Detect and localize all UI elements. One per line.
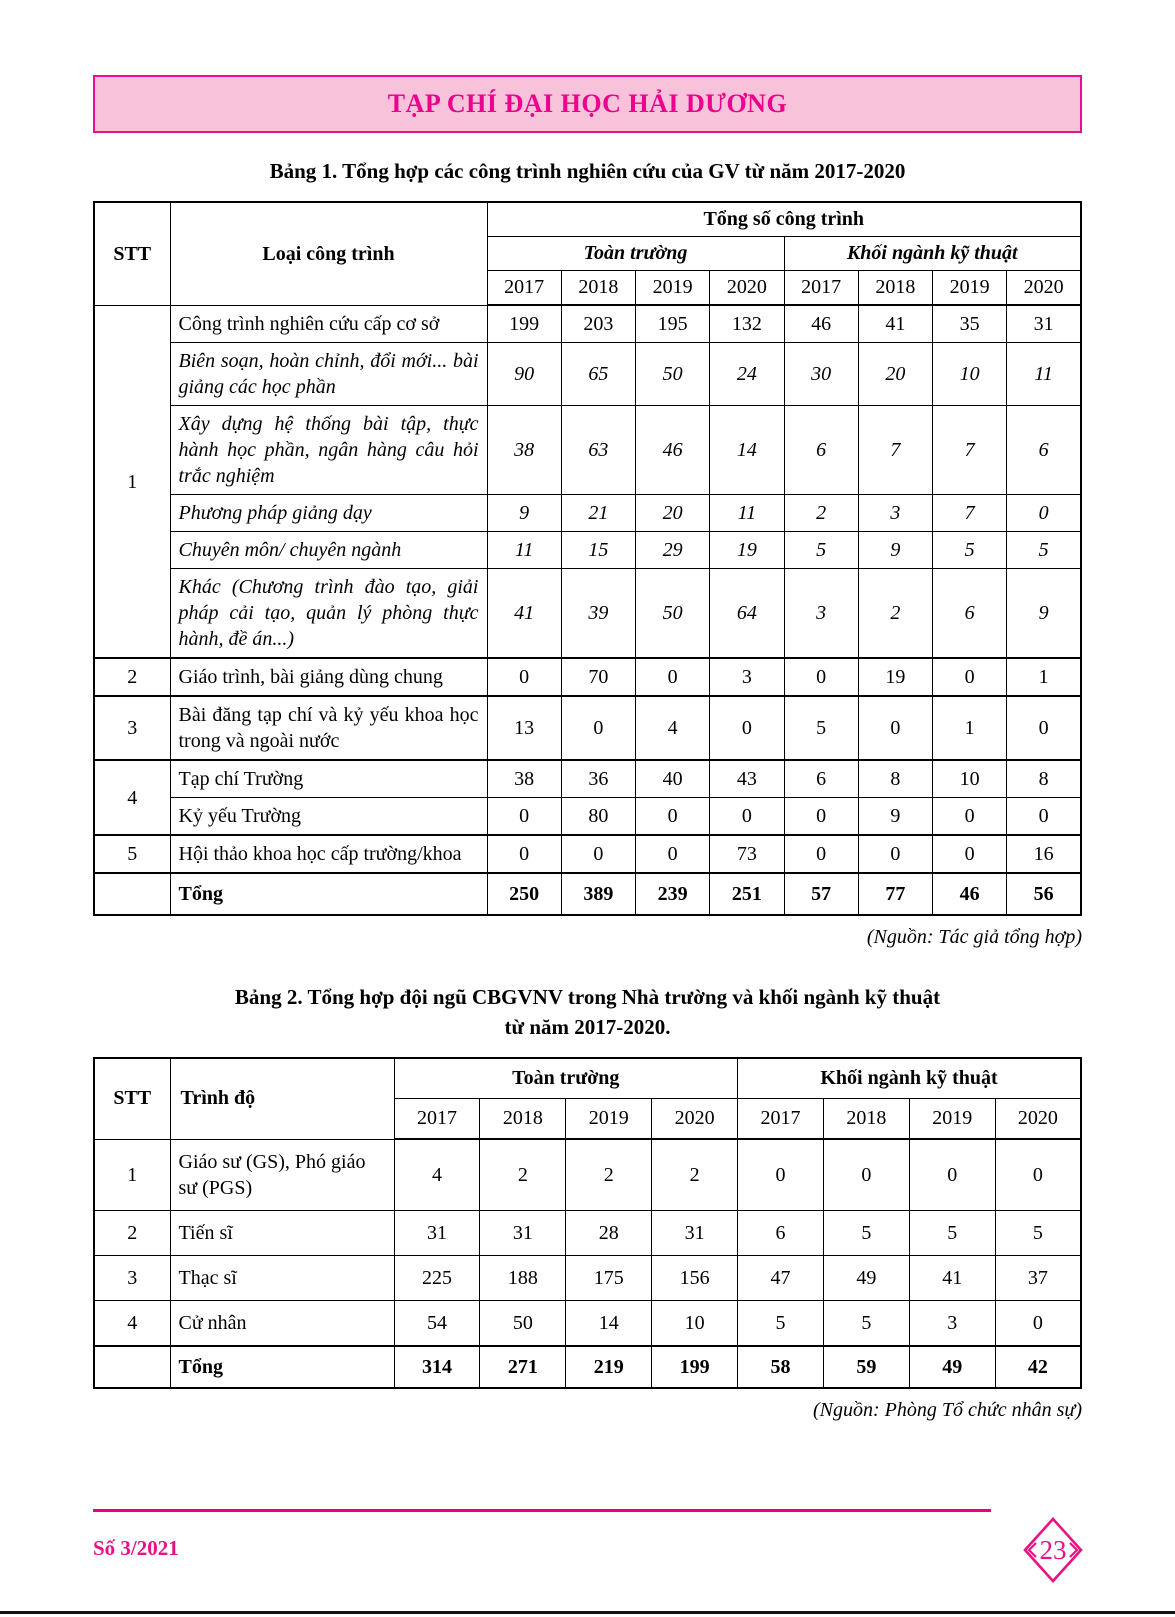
value-cell: 38 <box>487 760 561 798</box>
page-bottom-edge <box>0 1611 1175 1614</box>
value-cell: 30 <box>784 343 858 406</box>
value-cell: 0 <box>784 798 858 836</box>
value-cell: 1 <box>933 696 1007 760</box>
value-cell: 50 <box>636 343 710 406</box>
stt-cell <box>94 1346 170 1388</box>
value-cell: 8 <box>1007 760 1081 798</box>
year-header: 2019 <box>933 271 1007 306</box>
table2-title <box>93 983 1082 1042</box>
table1-header-stt: STT <box>94 202 170 305</box>
value-cell: 8 <box>858 760 932 798</box>
value-cell: 0 <box>636 835 710 873</box>
row-label: Bài đăng tạp chí và kỷ yếu khoa học trong và ngoài nước <box>170 696 487 760</box>
row-label: Khác (Chương trình đào tạo, giải pháp cải tạo, quản lý phòng thực hành, đề án...) <box>170 569 487 659</box>
table-row <box>94 1139 1081 1210</box>
value-cell: 2 <box>784 495 858 532</box>
value-cell: 46 <box>636 406 710 495</box>
table-row <box>94 343 1081 406</box>
table1-header-total: Tổng số công trình <box>487 202 1081 237</box>
table-row <box>94 696 1081 760</box>
year-header: 2020 <box>1007 271 1081 306</box>
value-cell: 0 <box>784 658 858 696</box>
value-cell: 14 <box>566 1300 652 1346</box>
table2-title-line1: Bảng 2. Tổng hợp đội ngũ CBGVNV trong Nhà trường và khối ngành kỹ thuật <box>234 985 941 1010</box>
value-cell: 14 <box>710 406 784 495</box>
value-cell: 42 <box>995 1346 1081 1388</box>
value-cell: 19 <box>858 658 932 696</box>
year-header: 2017 <box>784 271 858 306</box>
value-cell: 199 <box>652 1346 738 1388</box>
value-cell: 20 <box>636 495 710 532</box>
value-cell: 10 <box>933 343 1007 406</box>
table-row <box>94 873 1081 915</box>
value-cell: 2 <box>652 1139 738 1210</box>
value-cell: 36 <box>561 760 635 798</box>
value-cell: 5 <box>784 696 858 760</box>
stt-cell: 3 <box>94 696 170 760</box>
value-cell: 0 <box>995 1139 1081 1210</box>
value-cell: 77 <box>858 873 932 915</box>
value-cell: 31 <box>1007 305 1081 343</box>
value-cell: 0 <box>1007 798 1081 836</box>
table2-source: (Nguồn: Phòng Tổ chức nhân sự) <box>812 1398 1082 1421</box>
table1-source: (Nguồn: Tác giả tổng hợp) <box>866 926 1082 949</box>
row-label: Phương pháp giảng dạy <box>170 495 487 532</box>
value-cell: 188 <box>480 1255 566 1300</box>
row-label: Biên soạn, hoàn chỉnh, đổi mới... bài giảng các học phần <box>170 343 487 406</box>
value-cell: 58 <box>738 1346 824 1388</box>
value-cell: 271 <box>480 1346 566 1388</box>
value-cell: 4 <box>394 1139 480 1210</box>
table2-staff <box>93 1057 1082 1389</box>
value-cell: 54 <box>394 1300 480 1346</box>
value-cell: 239 <box>636 873 710 915</box>
value-cell: 5 <box>823 1210 909 1255</box>
row-label: Tổng <box>170 873 487 915</box>
value-cell: 31 <box>652 1210 738 1255</box>
value-cell: 70 <box>561 658 635 696</box>
table-row <box>94 1210 1081 1255</box>
year-header: 2017 <box>394 1099 480 1140</box>
value-cell: 16 <box>1007 835 1081 873</box>
value-cell: 37 <box>995 1255 1081 1300</box>
value-cell: 0 <box>487 798 561 836</box>
value-cell: 219 <box>566 1346 652 1388</box>
value-cell: 1 <box>1007 658 1081 696</box>
value-cell: 10 <box>933 760 1007 798</box>
issue-label: Số 3/2021 <box>93 1536 179 1560</box>
value-cell: 50 <box>480 1300 566 1346</box>
value-cell: 0 <box>487 835 561 873</box>
table2-header-row-1 <box>94 1058 1081 1099</box>
table1-research-works <box>93 201 1082 916</box>
value-cell: 6 <box>933 569 1007 659</box>
value-cell: 5 <box>1007 532 1081 569</box>
value-cell: 6 <box>1007 406 1081 495</box>
row-label: Công trình nghiên cứu cấp cơ sở <box>170 305 487 343</box>
value-cell: 11 <box>710 495 784 532</box>
value-cell: 0 <box>636 798 710 836</box>
value-cell: 10 <box>652 1300 738 1346</box>
value-cell: 250 <box>487 873 561 915</box>
value-cell: 6 <box>738 1210 824 1255</box>
table1-title: Bảng 1. Tổng hợp các công trình nghiên cứu của GV từ năm 2017-2020 <box>269 159 906 183</box>
value-cell: 50 <box>636 569 710 659</box>
value-cell: 20 <box>858 343 932 406</box>
table2-header-stt: STT <box>94 1058 170 1139</box>
value-cell: 40 <box>636 760 710 798</box>
year-header: 2019 <box>566 1099 652 1140</box>
journal-title: TẠP CHÍ ĐẠI HỌC HẢI DƯƠNG <box>387 89 788 118</box>
table2-header-group-engineering: Khối ngành kỹ thuật <box>738 1058 1082 1099</box>
value-cell: 0 <box>933 835 1007 873</box>
value-cell: 21 <box>561 495 635 532</box>
table1-header-group-engineering: Khối ngành kỹ thuật <box>784 237 1081 271</box>
stt-cell <box>94 873 170 915</box>
row-label: Chuyên môn/ chuyên ngành <box>170 532 487 569</box>
value-cell: 39 <box>561 569 635 659</box>
footer-divider-line <box>93 1509 991 1512</box>
value-cell: 6 <box>784 406 858 495</box>
value-cell: 4 <box>636 696 710 760</box>
year-header: 2018 <box>858 271 932 306</box>
value-cell: 3 <box>909 1300 995 1346</box>
value-cell: 314 <box>394 1346 480 1388</box>
value-cell: 41 <box>909 1255 995 1300</box>
table1-header-group-school: Toàn trường <box>487 237 784 271</box>
stt-cell: 2 <box>94 658 170 696</box>
table2-header-type: Trình độ <box>170 1058 394 1139</box>
value-cell: 0 <box>710 798 784 836</box>
value-cell: 80 <box>561 798 635 836</box>
value-cell: 46 <box>784 305 858 343</box>
value-cell: 35 <box>933 305 1007 343</box>
value-cell: 2 <box>858 569 932 659</box>
stt-cell: 4 <box>94 760 170 835</box>
table1-header-row-1 <box>94 202 1081 237</box>
value-cell: 0 <box>738 1139 824 1210</box>
value-cell: 9 <box>1007 569 1081 659</box>
year-header: 2020 <box>710 271 784 306</box>
year-header: 2018 <box>823 1099 909 1140</box>
table-row <box>94 760 1081 798</box>
value-cell: 63 <box>561 406 635 495</box>
value-cell: 0 <box>784 835 858 873</box>
value-cell: 203 <box>561 305 635 343</box>
value-cell: 7 <box>933 495 1007 532</box>
stt-cell: 4 <box>94 1300 170 1346</box>
value-cell: 199 <box>487 305 561 343</box>
value-cell: 7 <box>933 406 1007 495</box>
page-number: 23 <box>1039 1535 1067 1565</box>
value-cell: 43 <box>710 760 784 798</box>
journal-header-banner <box>93 75 1082 133</box>
value-cell: 0 <box>561 696 635 760</box>
row-label: Hội thảo khoa học cấp trường/khoa <box>170 835 487 873</box>
table-row <box>94 1346 1081 1388</box>
value-cell: 56 <box>1007 873 1081 915</box>
value-cell: 24 <box>710 343 784 406</box>
value-cell: 9 <box>487 495 561 532</box>
value-cell: 2 <box>480 1139 566 1210</box>
value-cell: 175 <box>566 1255 652 1300</box>
stt-cell: 3 <box>94 1255 170 1300</box>
value-cell: 5 <box>823 1300 909 1346</box>
value-cell: 0 <box>487 658 561 696</box>
value-cell: 29 <box>636 532 710 569</box>
row-label: Giáo trình, bài giảng dùng chung <box>170 658 487 696</box>
value-cell: 41 <box>858 305 932 343</box>
table-row <box>94 305 1081 343</box>
value-cell: 0 <box>710 696 784 760</box>
value-cell: 13 <box>487 696 561 760</box>
value-cell: 28 <box>566 1210 652 1255</box>
table2-header-group-school: Toàn trường <box>394 1058 738 1099</box>
stt-cell: 2 <box>94 1210 170 1255</box>
year-header: 2017 <box>487 271 561 306</box>
year-header: 2020 <box>652 1099 738 1140</box>
diamond-icon <box>1021 1514 1085 1586</box>
value-cell: 31 <box>394 1210 480 1255</box>
row-label: Tổng <box>170 1346 394 1388</box>
year-header: 2019 <box>636 271 710 306</box>
value-cell: 225 <box>394 1255 480 1300</box>
page-number-diamond <box>1021 1514 1085 1591</box>
year-header: 2017 <box>738 1099 824 1140</box>
value-cell: 38 <box>487 406 561 495</box>
row-label: Kỷ yếu Trường <box>170 798 487 836</box>
value-cell: 3 <box>858 495 932 532</box>
value-cell: 195 <box>636 305 710 343</box>
year-header: 2018 <box>480 1099 566 1140</box>
row-label: Giáo sư (GS), Phó giáo sư (PGS) <box>170 1139 394 1210</box>
value-cell: 3 <box>710 658 784 696</box>
value-cell: 5 <box>909 1210 995 1255</box>
table-row <box>94 406 1081 495</box>
table1-header-type: Loại công trình <box>170 202 487 305</box>
value-cell: 0 <box>858 696 932 760</box>
value-cell: 11 <box>487 532 561 569</box>
value-cell: 31 <box>480 1210 566 1255</box>
stt-cell: 1 <box>94 1139 170 1210</box>
value-cell: 49 <box>823 1255 909 1300</box>
value-cell: 9 <box>858 798 932 836</box>
row-label: Cử nhân <box>170 1300 394 1346</box>
value-cell: 46 <box>933 873 1007 915</box>
value-cell: 0 <box>1007 495 1081 532</box>
value-cell: 5 <box>933 532 1007 569</box>
table-row <box>94 532 1081 569</box>
value-cell: 156 <box>652 1255 738 1300</box>
value-cell: 0 <box>909 1139 995 1210</box>
value-cell: 90 <box>487 343 561 406</box>
value-cell: 9 <box>858 532 932 569</box>
value-cell: 11 <box>1007 343 1081 406</box>
value-cell: 59 <box>823 1346 909 1388</box>
value-cell: 0 <box>933 658 1007 696</box>
value-cell: 73 <box>710 835 784 873</box>
year-header: 2019 <box>909 1099 995 1140</box>
table-row <box>94 495 1081 532</box>
table-row <box>94 1300 1081 1346</box>
value-cell: 19 <box>710 532 784 569</box>
value-cell: 5 <box>784 532 858 569</box>
table2-title-line2: từ năm 2017-2020. <box>504 1014 671 1039</box>
value-cell: 7 <box>858 406 932 495</box>
table-row <box>94 835 1081 873</box>
value-cell: 49 <box>909 1346 995 1388</box>
value-cell: 251 <box>710 873 784 915</box>
page-content <box>93 0 1082 1422</box>
value-cell: 0 <box>858 835 932 873</box>
value-cell: 0 <box>933 798 1007 836</box>
value-cell: 0 <box>561 835 635 873</box>
stt-cell: 1 <box>94 305 170 658</box>
value-cell: 132 <box>710 305 784 343</box>
value-cell: 64 <box>710 569 784 659</box>
value-cell: 389 <box>561 873 635 915</box>
value-cell: 0 <box>995 1300 1081 1346</box>
row-label: Tạp chí Trường <box>170 760 487 798</box>
value-cell: 2 <box>566 1139 652 1210</box>
value-cell: 0 <box>823 1139 909 1210</box>
table-row <box>94 569 1081 659</box>
value-cell: 57 <box>784 873 858 915</box>
table-row <box>94 658 1081 696</box>
table-row <box>94 798 1081 836</box>
value-cell: 65 <box>561 343 635 406</box>
row-label: Tiến sĩ <box>170 1210 394 1255</box>
table-row <box>94 1255 1081 1300</box>
value-cell: 6 <box>784 760 858 798</box>
year-header: 2018 <box>561 271 635 306</box>
value-cell: 0 <box>1007 696 1081 760</box>
value-cell: 47 <box>738 1255 824 1300</box>
value-cell: 15 <box>561 532 635 569</box>
row-label: Xây dựng hệ thống bài tập, thực hành học phần, ngân hàng câu hỏi trắc nghiệm <box>170 406 487 495</box>
value-cell: 0 <box>636 658 710 696</box>
value-cell: 3 <box>784 569 858 659</box>
value-cell: 41 <box>487 569 561 659</box>
row-label: Thạc sĩ <box>170 1255 394 1300</box>
value-cell: 5 <box>995 1210 1081 1255</box>
year-header: 2020 <box>995 1099 1081 1140</box>
value-cell: 5 <box>738 1300 824 1346</box>
stt-cell: 5 <box>94 835 170 873</box>
